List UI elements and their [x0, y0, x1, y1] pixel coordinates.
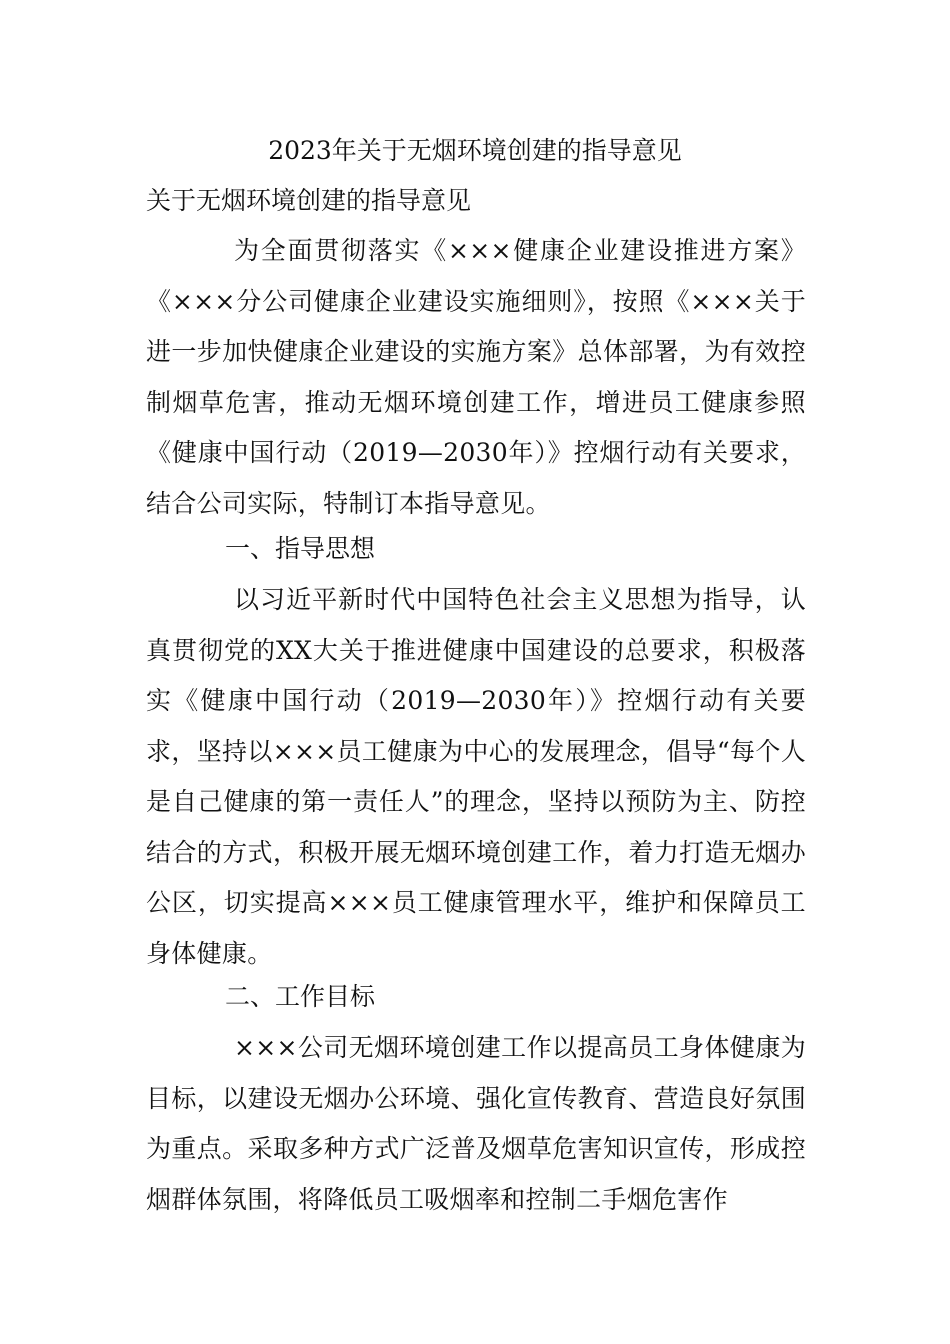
work-goals-paragraph: ×××公司无烟环境创建工作以提高员工身体健康为目标，以建设无烟办公环境、强化宣传教育、营造良好氛围为重点。采取多种方式广泛普及烟草危害知识宣传，形成控烟群体氛围，将降低员工吸烟率和控制二手烟危害作	[146, 1033, 806, 1214]
document-subtitle: 关于无烟环境创建的指导意见	[146, 186, 472, 215]
guiding-thought-paragraph: 以习近平新时代中国特色社会主义思想为指导，认真贯彻党的XX大关于推进健康中国建设的总要求，积极落实《健康中国行动（2019—2030年）》控烟行动有关要求，坚持以×××员工健康为中心的发展理念，倡导“每个人是自己健康的第一责任人”的理念，坚持以预防为主、防控结合的方式，积极开展无烟环境创建工作，着力打造无烟办公区，切实提高×××员工健康管理水平，维护和保障员工身体健康。	[146, 585, 806, 968]
intro-paragraph: 为全面贯彻落实《×××健康企业建设推进方案》《×××分公司健康企业建设实施细则》，按照《×××关于进一步加快健康企业建设的实施方案》总体部署，为有效控制烟草危害，推动无烟环境创建工作，增进员工健康参照《健康中国行动（2019—2030年）》控烟行动有关要求，结合公司实际，特制订本指导意见。	[146, 236, 806, 518]
section-heading-guiding-thought: 一、指导思想	[225, 534, 376, 563]
document-title: 2023年关于无烟环境创建的指导意见	[268, 136, 682, 165]
section-heading-work-goals: 二、工作目标	[225, 982, 376, 1011]
